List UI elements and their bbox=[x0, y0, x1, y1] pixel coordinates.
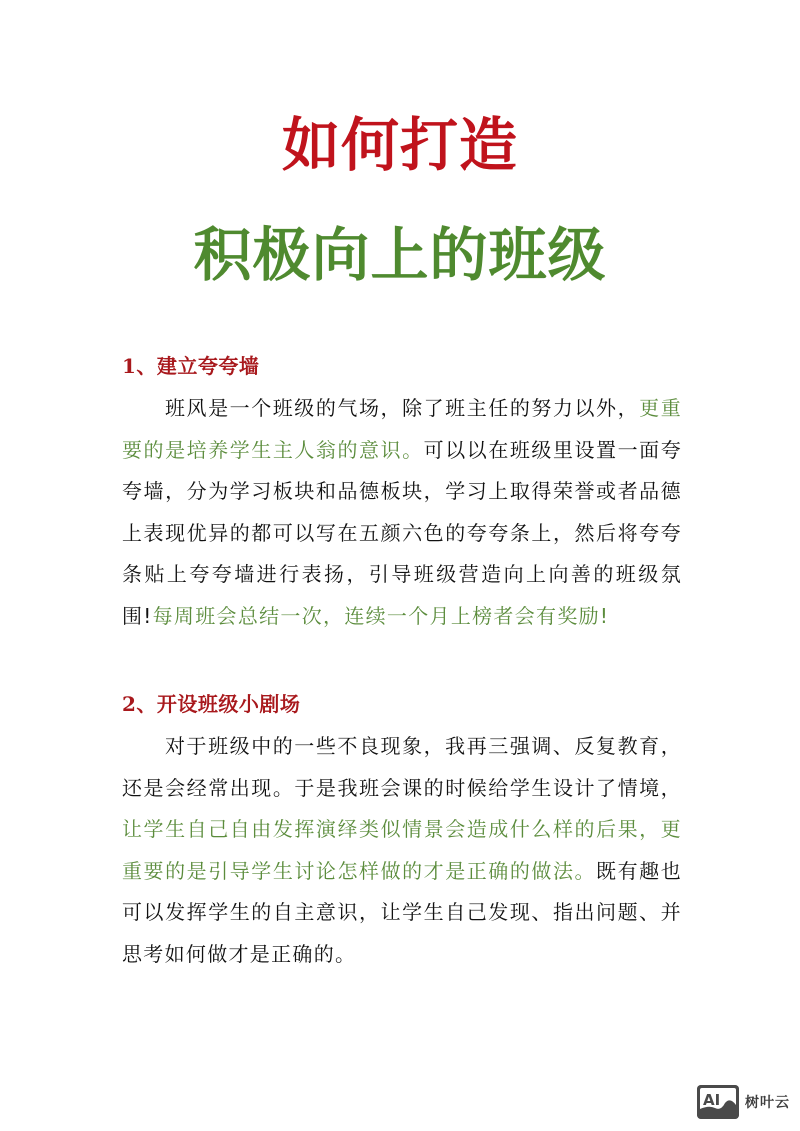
paragraph-text: 既有趣也可以发挥学生的自主意识，让学生自己发现、指出问题、并思考如何做才是正确的。 bbox=[122, 858, 682, 966]
section-class-theater bbox=[122, 686, 682, 975]
title-line-2: 积极向上的班级 bbox=[193, 221, 607, 289]
section-heading: 1、建立夸夸墙 bbox=[122, 354, 260, 378]
title-line-1: 如何打造 bbox=[281, 111, 518, 179]
section-paragraph bbox=[122, 388, 682, 637]
section-paragraph bbox=[122, 726, 682, 975]
watermark bbox=[697, 1085, 790, 1119]
highlighted-text: 更重要的是培养学生主人翁的意识。 bbox=[122, 396, 682, 462]
paragraph-text: 对于班级中的一些不良现象，我再三强调、反复教育，还是会经常出现。于是我班会课的时候给学生设计了情境， bbox=[122, 734, 682, 800]
paragraph-text: 可以以在班级里设置一面夸夸墙，分为学习板块和品德板块，学习上取得荣誉或者品德上表现优异的都可以写在五颜六色的夸夸条上，然后将夸夸条贴上夸夸墙进行表扬，引导班级营造向上向善的班级氛围! bbox=[122, 437, 682, 628]
highlighted-text: 让学生自己自由发挥演绎类似情景会造成什么样的后果，更重要的是引导学生讨论怎样做的才是正确的做法。 bbox=[122, 817, 682, 883]
paragraph-text: 班风是一个班级的气场，除了班主任的努力以外， bbox=[165, 396, 640, 420]
section-heading: 2、开设班级小剧场 bbox=[122, 692, 301, 716]
watermark-label: 树叶云 bbox=[745, 1095, 790, 1111]
svg-text:AI: AI bbox=[703, 1091, 721, 1109]
section-praise-wall bbox=[122, 348, 682, 637]
highlighted-text: 每周班会总结一次，连续一个月上榜者会有奖励! bbox=[152, 603, 610, 628]
ai-image-icon bbox=[697, 1085, 739, 1119]
